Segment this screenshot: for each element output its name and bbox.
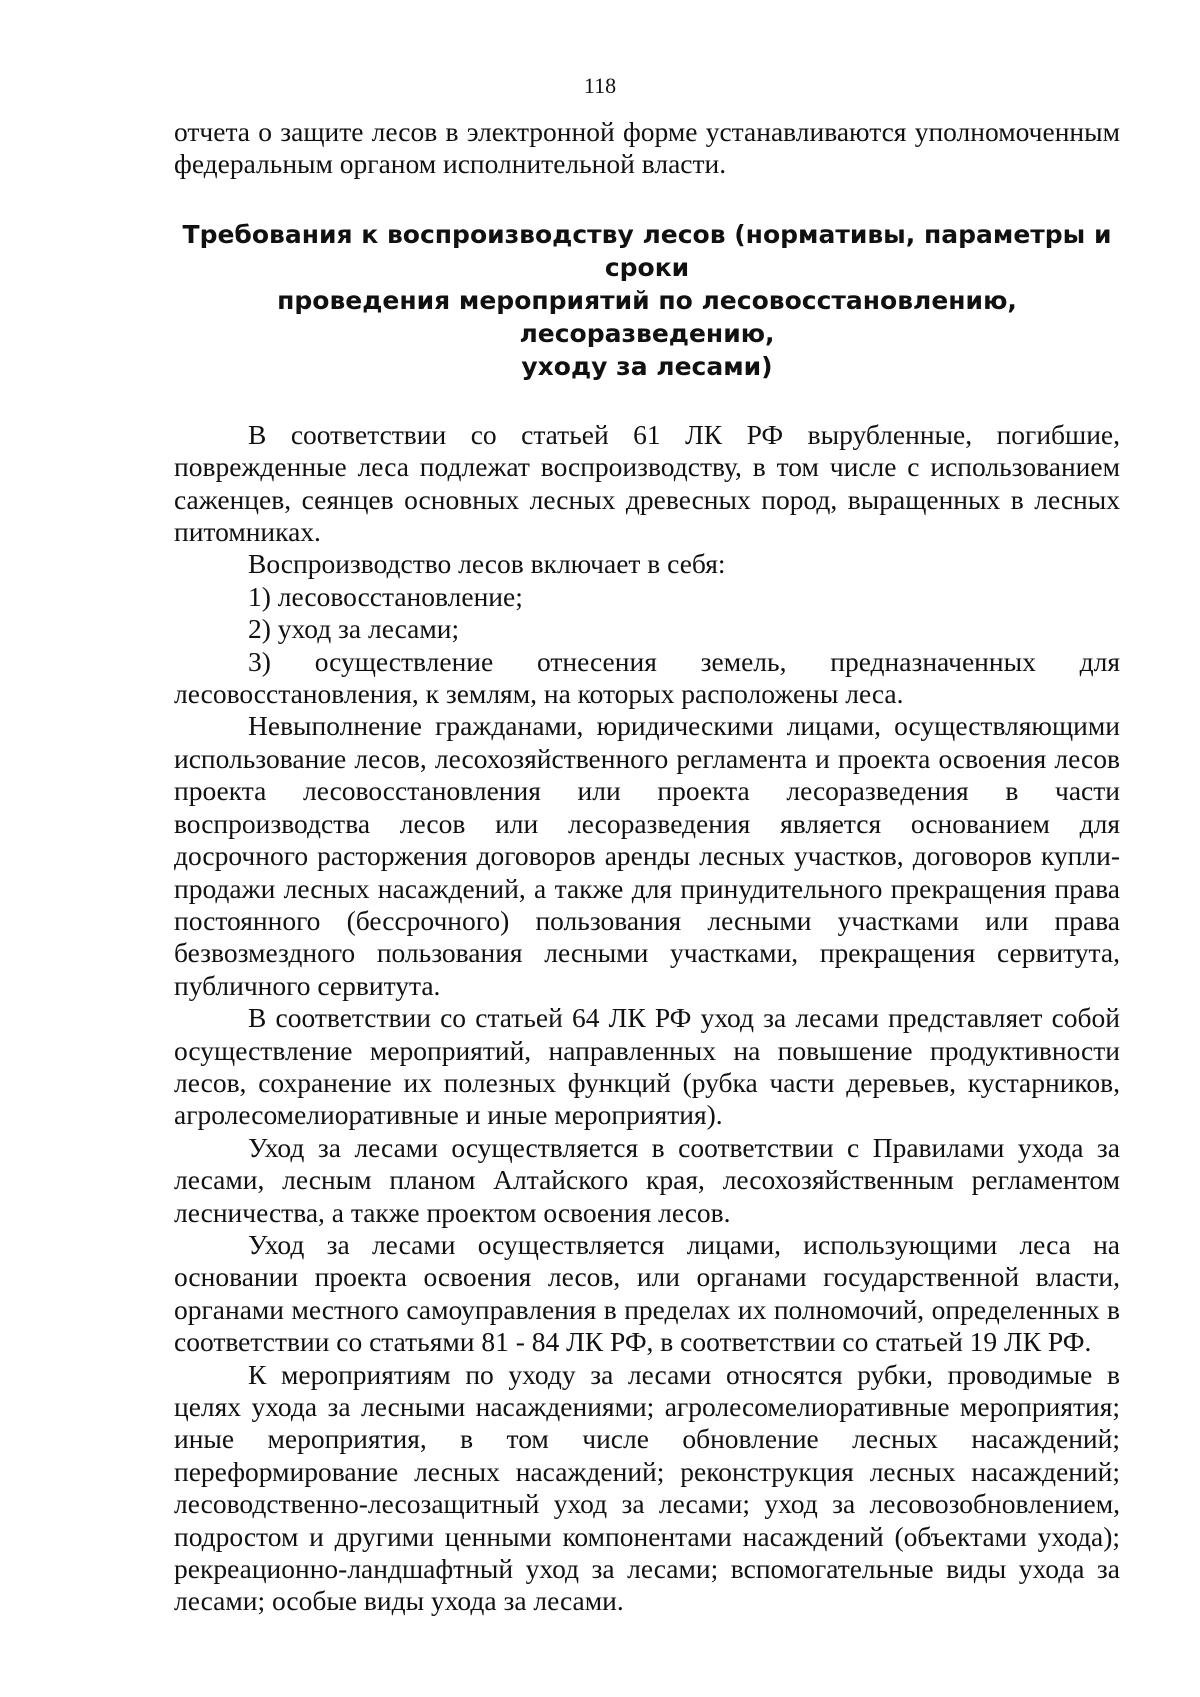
body-paragraph: Уход за лесами осуществляется в соответствии с Правилами ухода за лесами, лесным планом Алтайского края, лесохозяйственным регламентом лесничества, а также проектом освоения лесов. — [174, 1131, 1120, 1228]
body-paragraph: К мероприятиям по уходу за лесами относятся рубки, проводимые в целях ухода за лесными насаждениями; агролесомелиоративные мероприятия; иные мероприятия, в том числе обновление лесных насаждений; переформирование лесных насаждений; реконструкция лесных насаждений; лесоводственно-лесозащитный уход за лесами; уход за лесовозобновлением, подростом и другими ценными компонентами насаждений (объектами ухода); рекреационно-ландшафтный уход за лесами; вспомогательные виды ухода за лесами; особые виды ухода за лесами. — [174, 1358, 1120, 1617]
body-paragraph: В соответствии со статьей 64 ЛК РФ уход за лесами представляет собой осуществление мероприятий, направленных на повышение продуктивности лесов, сохранение их полезных функций (рубка части деревьев, кустарников, агролесомелиоративные и иные мероприятия). — [174, 1002, 1120, 1131]
body-paragraph: В соответствии со статьей 61 ЛК РФ вырубленные, погибшие, поврежденные леса подлежат воспроизводству, в том числе с использованием саженцев, сеянцев основных лесных древесных пород, выращенных в лесных питомниках. — [174, 418, 1120, 548]
section-heading-line: проведения мероприятий по лесовосстановлению, лесоразведению, — [277, 285, 1017, 348]
section-heading — [174, 218, 1120, 383]
section-heading-line: Требования к воспроизводству лесов (нормативы, параметры и сроки — [182, 219, 1112, 282]
page-number: 118 — [583, 73, 617, 98]
list-item: 1) лесовосстановление; — [248, 580, 523, 612]
body-paragraph: Уход за лесами осуществляется лицами, использующими леса на основании проекта освоения лесов, или органами государственной власти, органами местного самоуправления в пределах их полномочий, определенных в соответствии со статьями 81 - 84 ЛК РФ, в соответствии со статьей 19 ЛК РФ. — [174, 1228, 1120, 1358]
list-item: 2) уход за лесами; — [248, 613, 460, 645]
document-body — [174, 116, 1120, 1618]
spacer — [174, 181, 1120, 218]
spacer — [174, 383, 1120, 419]
body-paragraph: Невыполнение гражданами, юридическими лицами, осуществляющими использование лесов, лесохозяйственного регламента и проекта освоения лесов проекта лесовосстановления или проекта лесоразведения в части воспроизводства лесов или лесоразведения является основанием для досрочного расторжения договоров аренды лесных участков, договоров купли-продажи лесных насаждений, а также для принудительного прекращения права постоянного (бессрочного) пользования лесными участками или права безвозмездного пользования лесными участками, прекращения сервитута, публичного сервитута. — [174, 710, 1120, 1001]
body-paragraph: Воспроизводство лесов включает в себя: — [248, 548, 726, 580]
intro-paragraph: отчета о защите лесов в электронной форме устанавливаются уполномоченным федеральным органом исполнительной власти. — [174, 116, 1120, 180]
list-item: 3) осуществление отнесения земель, предназначенных для лесовосстановления, к землям, на которых расположены леса. — [174, 645, 1120, 710]
section-heading-line: уходу за лесами) — [521, 351, 773, 381]
